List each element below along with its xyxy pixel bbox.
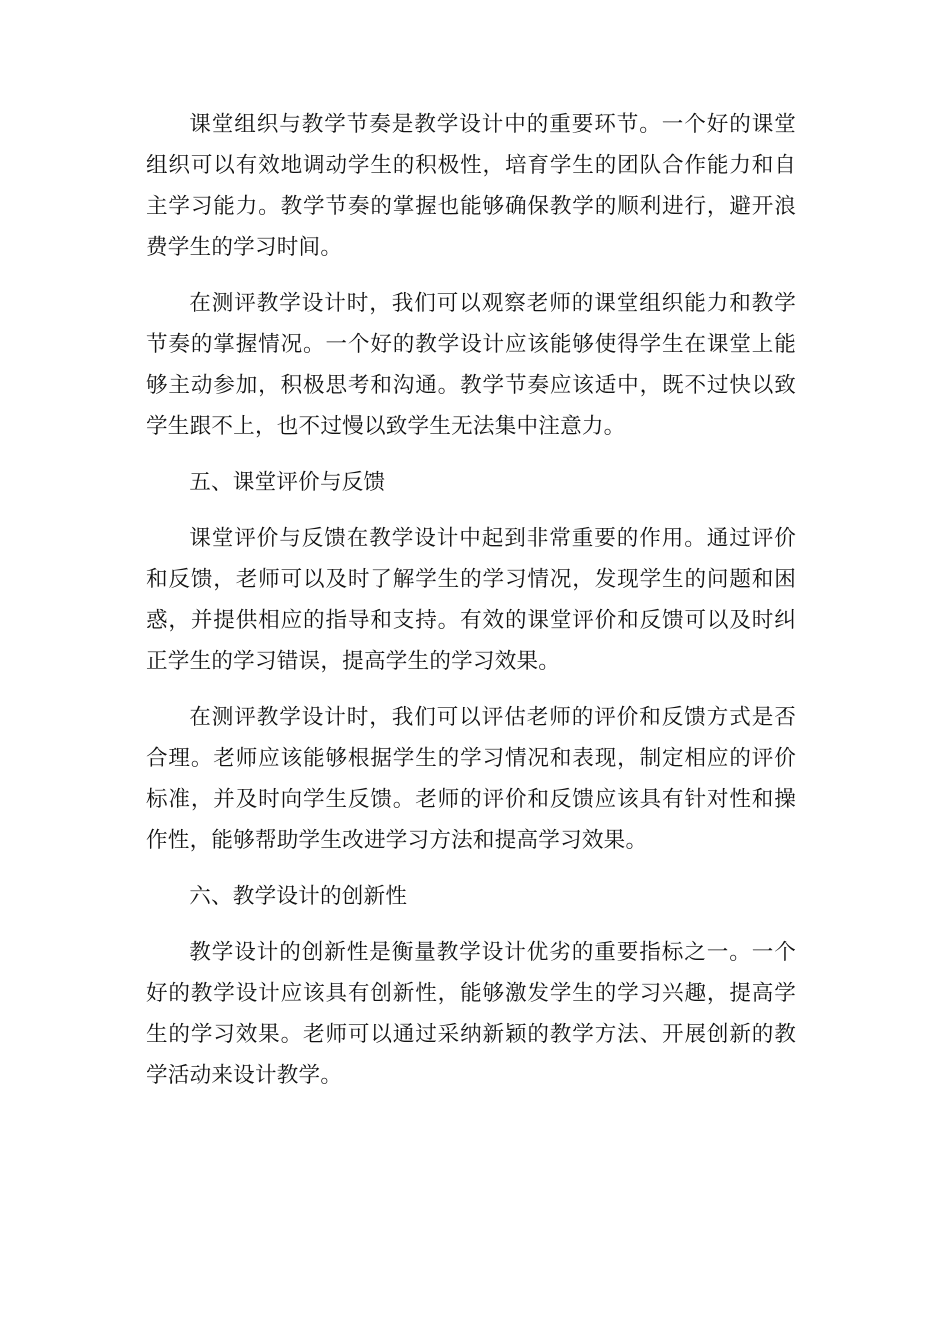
section-heading-five: 五、课堂评价与反馈 [189,470,386,495]
document-body [146,104,796,1111]
paragraph-classroom-feedback: 课堂评价与反馈在教学设计中起到非常重要的作用。通过评价和反馈，老师可以及时了解学生的学习情况，发现学生的问题和困惑，并提供相应的指导和支持。有效的课堂评价和反馈可以及时纠正学生的学习错误，提高学生的学习效果。 [146,526,796,674]
paragraph-evaluate-organization: 在测评教学设计时，我们可以观察老师的课堂组织能力和教学节奏的掌握情况。一个好的教学设计应该能够使得学生在课堂上能够主动参加，积极思考和沟通。教学节奏应该适中，既不过快以致学生跟不上，也不过慢以致学生无法集中注意力。 [146,291,796,439]
section-heading-six: 六、教学设计的创新性 [189,884,408,909]
paragraph-innovation: 教学设计的创新性是衡量教学设计优劣的重要指标之一。一个好的教学设计应该具有创新性，能够激发学生的学习兴趣，提高学生的学习效果。老师可以通过采纳新颖的教学方法、开展创新的教学活动来设计教学。 [146,940,796,1088]
paragraph-classroom-organization: 课堂组织与教学节奏是教学设计中的重要环节。一个好的课堂组织可以有效地调动学生的积极性，培育学生的团队合作能力和自主学习能力。教学节奏的掌握也能够确保教学的顺利进行，避开浪费学生的学习时间。 [146,112,796,260]
paragraph-evaluate-feedback: 在测评教学设计时，我们可以评估老师的评价和反馈方式是否合理。老师应该能够根据学生的学习情况和表现，制定相应的评价标准，并及时向学生反馈。老师的评价和反馈应该具有针对性和操作性，能够帮助学生改进学习方法和提高学习效果。 [146,705,796,853]
